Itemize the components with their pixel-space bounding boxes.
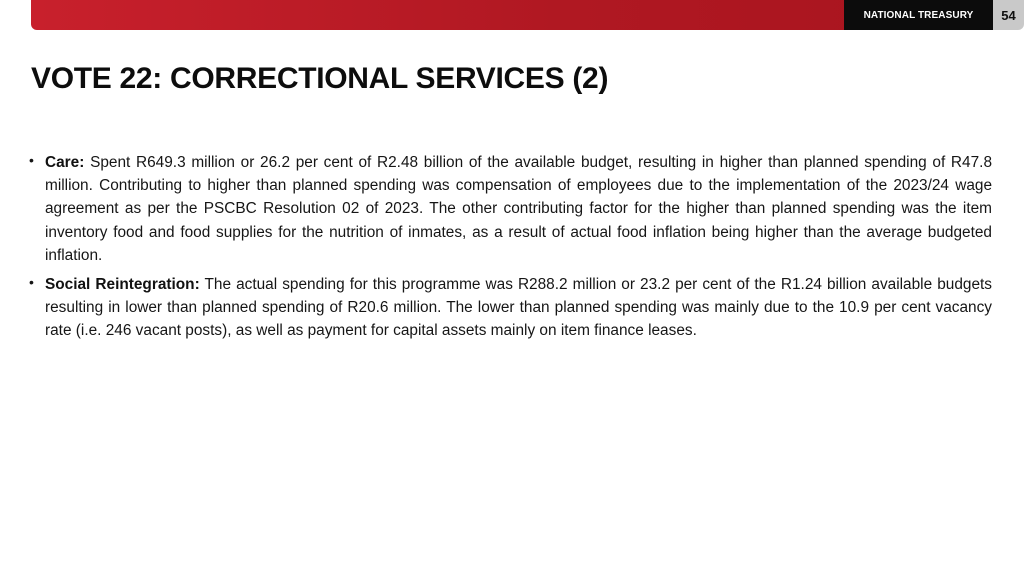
bullet-lead: Social Reintegration: — [45, 276, 200, 294]
slide-title: VOTE 22: CORRECTIONAL SERVICES (2) — [31, 62, 609, 95]
bullet-lead: Care: — [45, 154, 85, 171]
brand-label: NATIONAL TREASURY — [844, 0, 993, 30]
bullet-dot-icon: • — [29, 152, 34, 168]
bullet-social-reintegration — [27, 273, 992, 343]
page-number: 54 — [993, 0, 1024, 30]
bullet-dot-icon: • — [29, 274, 34, 291]
bullet-text: Spent R649.3 million or 26.2 per cent of R2.48 billion of the available budget, resulting in higher than planned spending of R47.8 million. Contributing to higher than planned spending was compensation of employees due to the implementation of the 2023/24 wage agreement as per the PSCBC Resolution 02 of 2023. The other contributing factor for the higher than planned spending was the item inventory food and food supplies for the nutrition of inmates, as a result of actual food inflation being higher than the average budgeted inflation. — [45, 154, 993, 264]
bullet-care — [27, 151, 992, 267]
bullet-text: The actual spending for this programme was R288.2 million or 23.2 per cent of the R1.24 billion available budgets resulting in lower than planned spending of R20.6 million. The lower than planned spending was mainly due to the 10.9 per cent vacancy rate (i.e. 246 vacant posts), as well as payment for capital assets mainly on item finance leases. — [45, 276, 992, 340]
header-band — [31, 0, 1016, 30]
bullet-list — [27, 151, 992, 349]
